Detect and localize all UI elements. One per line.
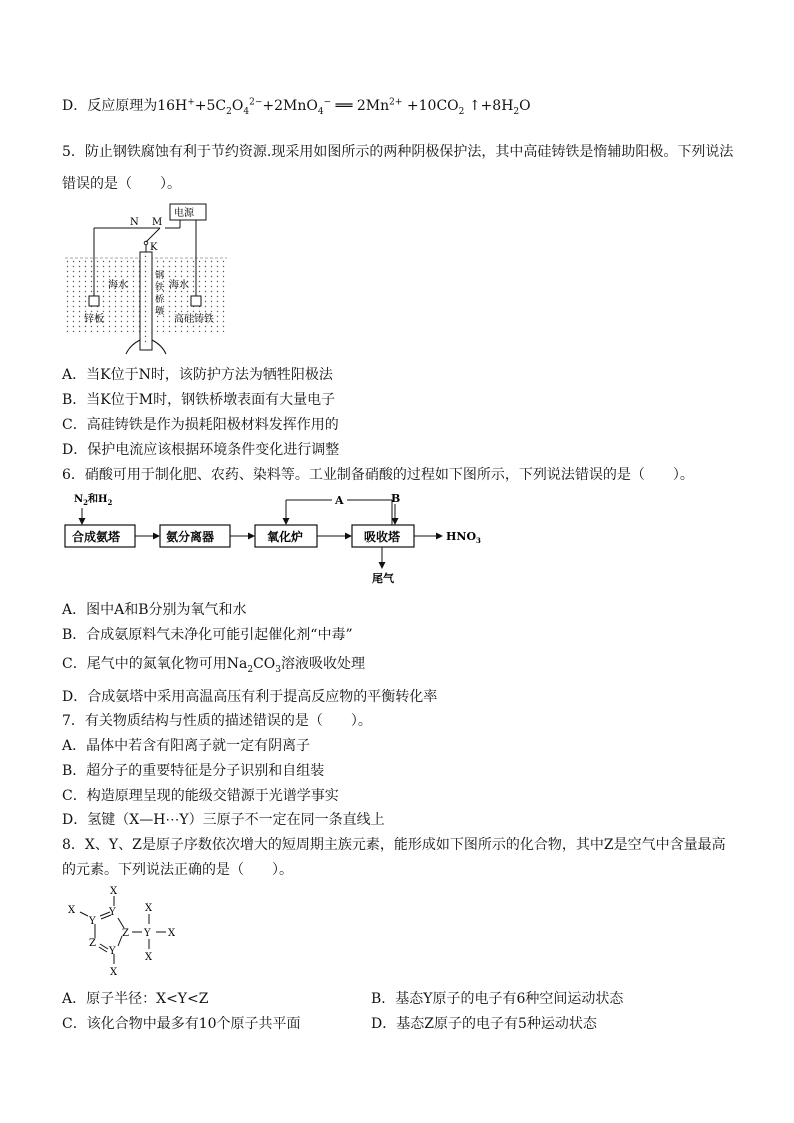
box-ammonia-synthesis: 合成氨塔: [72, 530, 121, 544]
flow-label-b: B: [391, 492, 401, 505]
q5-stem-line2: 错误的是（ ）。: [62, 176, 181, 192]
q7-stem: 7．有关物质结构与性质的描述错误的是（ ）。: [62, 713, 372, 729]
q8-option-b: B．基态Y原子的电子有6种空间运动状态: [371, 991, 624, 1007]
q7-option-c: C．构造原理呈现的能级交错源于光谱学事实: [62, 788, 339, 804]
q6-option-c: C．尾气中的氮氧化物可用$Na_2CO_3$溶液吸收处理: [62, 656, 365, 675]
atom-x-bottom: X: [110, 967, 118, 978]
atom-z-ring-right: Z: [122, 928, 129, 939]
switch-n-label: N: [130, 217, 139, 228]
pier-label-4: 墩: [155, 307, 165, 317]
q5-cathodic-protection-figure: [60, 200, 240, 360]
switch-m-label: M: [152, 217, 163, 228]
flow-tail-gas: 尾气: [372, 572, 394, 585]
power-label: 电源: [174, 208, 194, 219]
sea-water-right-label: 海水: [169, 280, 189, 291]
q5-option-a: A．当K位于N时，该防护方法为牺牲阳极法: [62, 367, 333, 383]
q5-option-d: D．保护电流应该根据环境条件变化进行调整: [62, 442, 340, 458]
q7-option-d: D．氢键（X—H⋯Y）三原子不一定在同一条直线上: [62, 812, 385, 828]
zinc-plate-label: 锌板: [84, 314, 104, 325]
silicon-iron-label: 高硅铸铁: [174, 314, 214, 325]
q7-option-b: B．超分子的重要特征是分子识别和自组装: [62, 763, 325, 779]
pier-label-1: 钢: [155, 271, 165, 281]
q5-option-c: C．高硅铸铁是作为损耗阳极材料发挥作用的: [62, 417, 339, 433]
atom-y-ring-left: Y: [89, 916, 96, 927]
q6-option-d: D．合成氨塔中采用高温高压有利于提高反应物的平衡转化率: [62, 689, 438, 705]
q4-option-d: D．反应原理为$16H^++5C_2O_4^{2-}+2MnO_4^-$ ══ $2Mn^{2+} +10CO_2$ $↑+8H_2O$: [62, 97, 531, 117]
atom-x-side-right: X: [168, 928, 176, 939]
pier-label-3: 桥: [155, 295, 165, 305]
flow-label-a: A: [335, 494, 344, 507]
q8-option-d: D．基态Z原子的电子有5种运动状态: [371, 1016, 597, 1032]
q6-option-a: A．图中A和B分别为氧气和水: [62, 602, 247, 618]
q6-option-b: B．合成氨原料气未净化可能引起催化剂“中毒”: [62, 627, 353, 643]
q6-stem: 6．硝酸可用于制化肥、农药、染料等。工业制备硝酸的过程如下图所示，下列说法错误的是（ ）。: [62, 467, 694, 483]
switch-k-label: K: [150, 242, 158, 253]
q5-stem-line1: 5．防止钢铁腐蚀有利于节约资源.现采用如图所示的两种阴极保护法，其中高硅铸铁是惰辅助阳极。下列说法: [62, 144, 734, 160]
flow-product-hno3: $HNO_3$: [446, 530, 481, 545]
atom-y-side: Y: [144, 928, 151, 939]
atom-x-side-top: X: [145, 903, 153, 914]
q7-option-a: A．晶体中若含有阳离子就一定有阴离子: [62, 738, 311, 754]
atom-x-left: X: [68, 905, 76, 916]
q6-nitric-acid-flow-diagram: [60, 488, 500, 588]
box-ammonia-separator: 氨分离器: [166, 530, 215, 544]
flow-input-label: $N_2$和$H_2$: [74, 494, 113, 507]
q5-option-b: B．当K位于M时，钢铁桥墩表面有大量电子: [62, 392, 336, 408]
atom-y-ring-bottom: Y: [109, 946, 116, 957]
q8-stem-line2: 的元素。下列说法正确的是（ ）。: [62, 862, 293, 878]
q8-compound-structure: [62, 882, 192, 982]
atom-x-top: X: [110, 886, 118, 897]
atom-y-ring-top: Y: [109, 907, 116, 918]
q8-stem-line1: 8．X、Y、Z是原子序数依次增大的短周期主族元素，能形成如下图所示的化合物，其中Z是空气中含量最高: [62, 837, 726, 853]
q8-option-a: A．原子半径：X<Y<Z: [62, 991, 209, 1007]
atom-z-ring-bottom-left: Z: [89, 938, 96, 949]
sea-water-left-label: 海水: [108, 280, 128, 291]
q8-option-c: C．该化合物中最多有10个原子共平面: [62, 1016, 301, 1032]
atom-x-side-bottom: X: [145, 952, 153, 963]
box-absorption-tower: 吸收塔: [364, 530, 401, 544]
box-oxidation-furnace: 氧化炉: [267, 530, 304, 544]
pier-label-2: 铁: [155, 283, 165, 293]
